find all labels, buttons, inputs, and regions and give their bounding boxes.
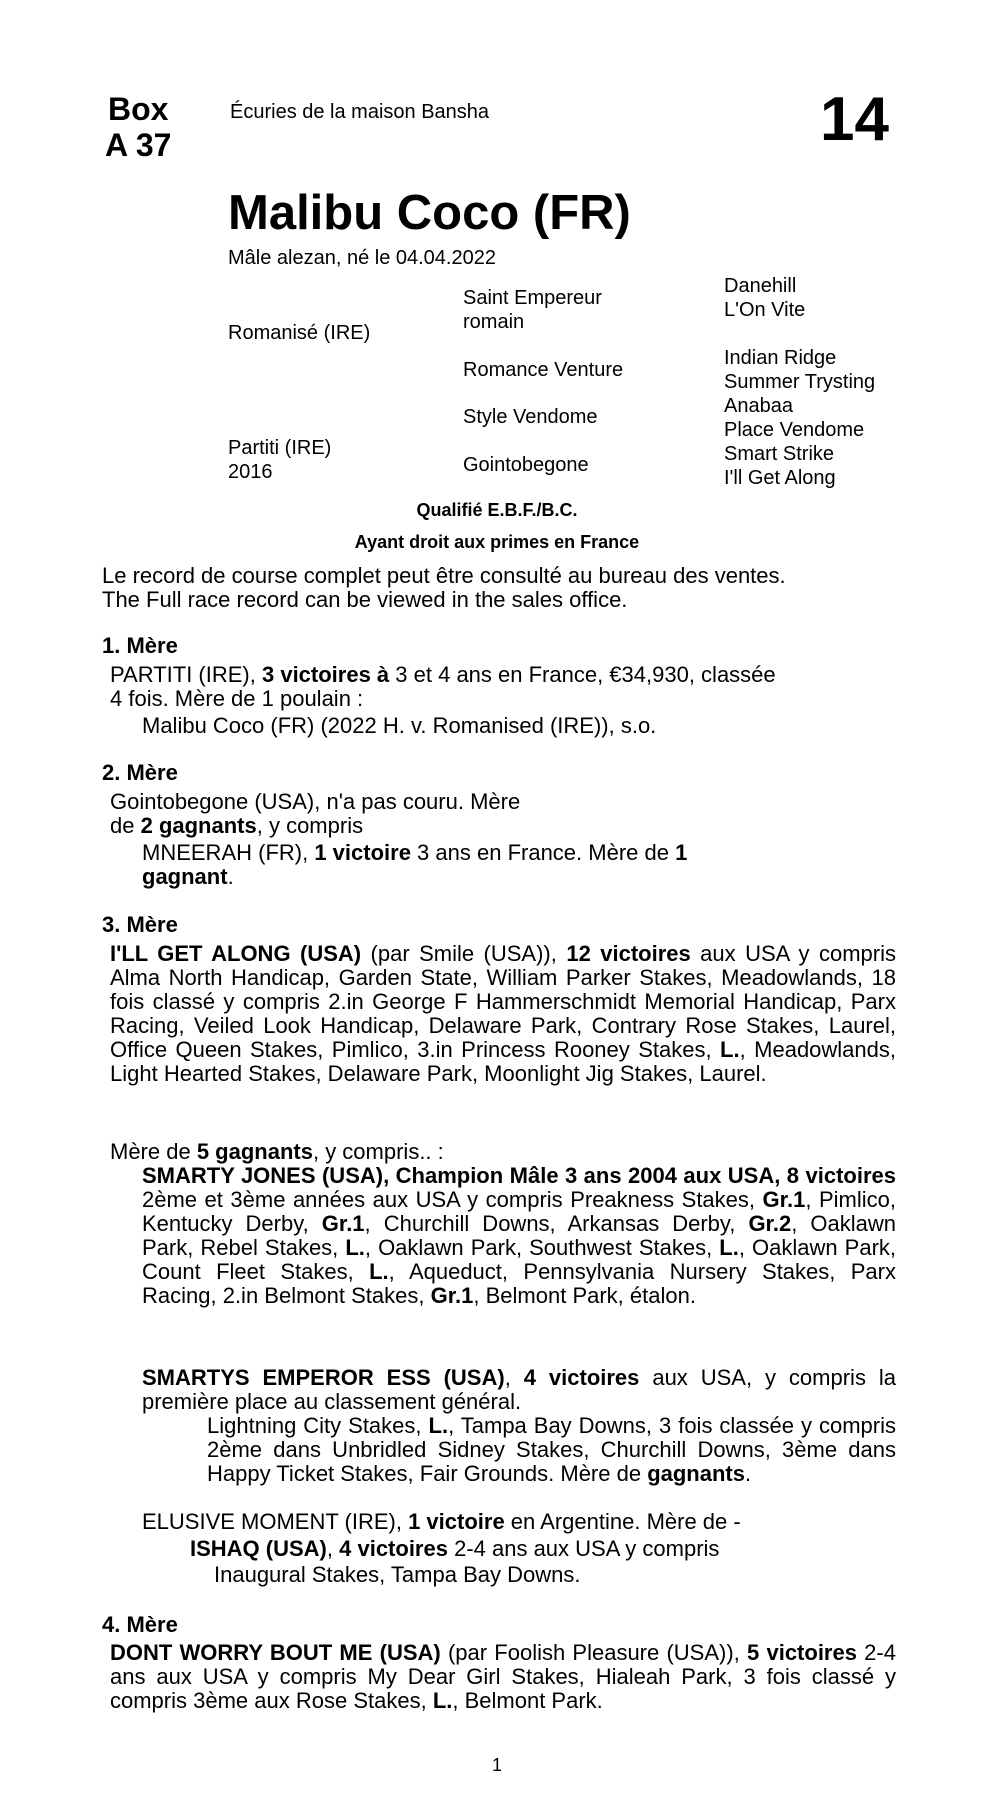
s3-b-rest6: , Oaklawn Park, Count Fleet Stakes, [142,1235,897,1284]
pedigree-dam [228,436,331,484]
s3-damof-a: Mère de [110,1139,197,1164]
s3-b-L2: L. [719,1235,739,1260]
s3-b-name: SMARTY JONES (USA), Champion Mâle 3 ans 2004 aux USA, 8 victoires [142,1163,896,1188]
pedigree-dds: Smart Strike [724,443,835,465]
s3-d-c: en Argentine. Mère de - [504,1509,741,1534]
pedigree-dam-year: 2016 [228,461,273,483]
s4-a-wins-1: 5 [747,1640,760,1665]
s3-a-L: L. [720,1037,740,1062]
s4-a-rest1: 2-4 ans aux USA y compris My Dear Girl Stakes, Hialeah Park, 3 fois classé y compris 3ème aux Rose Stakes, [110,1640,896,1713]
pedigree-dam-sire: Style Vendome [463,406,598,428]
record-note-en: The Full race record can be viewed in the sales office. [102,587,628,612]
s3-b-g2: Gr.2 [748,1211,792,1236]
pedigree-sss: Danehill [724,275,797,297]
pedigree-sire-sire-l1: Saint Empereur [463,287,602,309]
box-label-text: Box [107,91,169,127]
record-note-fr: Le record de course complet peut être consulté au bureau des ventes. [102,563,786,588]
pedigree-sire-sire-l2: romain [463,311,525,333]
s3-a-wins: 12 victoires [566,941,691,966]
s3-b-rest5: , Oaklawn Park, Southwest Stakes, [364,1235,720,1260]
pedigree-sire: Romanisé (IRE) [228,322,371,344]
section-3-smartys: SMARTYS EMPEROR ESS (USA), 4 victoires aux USA, y compris la première place au classement général. [142,1365,896,1414]
horse-description: Mâle alezan, né le 04.04.2022 [228,247,496,269]
s2-mneerah: MNEERAH (FR), [142,840,315,865]
s3-b-rest2: , Pimlico, Kentucky Derby, [142,1187,896,1236]
s3-damof-c: , y compris.. : [312,1139,444,1164]
s2-mneerah-wins: 1 victoire [314,840,411,865]
pedigree-dss: Anabaa [724,395,793,417]
s2-mneerah-num: 1 [675,840,688,865]
s2-mneerah-gagnant: gagnant [142,864,228,889]
pedigree-dsd: Place Vendome [724,419,865,441]
s3-damof-b: 5 gagnants [196,1139,313,1164]
box-number: A 37 [105,126,172,163]
s3-b-rest8: , Belmont Park, étalon. [473,1283,696,1308]
section-3-ishaq: ISHAQ (USA), 4 victoires 2-4 ans aux USA y compris [190,1536,720,1561]
s3-e-rest1: 2-4 ans aux USA y compris [447,1536,720,1561]
s3-c-gagnants: gagnants [647,1461,745,1486]
horse-name: Malibu Coco (FR) [228,186,631,240]
s2-text-2: de [110,813,141,838]
section-3-elusive [142,1510,741,1534]
pedigree-sire-dam: Romance Venture [463,359,624,381]
pedigree-dam-dam: Gointobegone [463,454,589,476]
pedigree-sds: Indian Ridge [724,347,837,369]
section-1-foal: Malibu Coco (FR) (2022 H. v. Romanised (IRE)), s.o. [142,713,657,738]
s3-c-rest2b: , Tampa Bay Downs, 3 fois classée y compris 2ème dans Unbridled Sidney Stakes, Churchill Downs, 3ème dans Happy Ticket Stakes, Fair Grounds. Mère de [207,1413,896,1486]
section-3-smarty-jones [142,1164,896,1308]
s3-b-rest3: , Churchill Downs, Arkansas Derby, [364,1211,749,1236]
lot-number: 14 [820,85,889,154]
s1-wins: 3 victoires à [261,662,390,687]
s4-a-rest2: , Belmont Park. [452,1688,603,1713]
page-number: 1 [491,1755,502,1775]
section-2-para [110,790,910,838]
s1-text-2: 3 et 4 ans en France, €34,930, classée [389,662,776,687]
section-3-ishaq-cont: Inaugural Stakes, Tampa Bay Downs. [214,1562,581,1587]
s3-c-wins: 4 victoires [523,1365,640,1390]
s2-text: Gointobegone (USA), n'a pas couru. Mère [110,789,521,814]
s3-a-rest2: , Meadowlands, Light Hearted Stakes, Delaware Park, Moonlight Jig Stakes, Laurel. [110,1037,897,1086]
s4-a-sire: (par Foolish Pleasure (USA)), [440,1640,747,1665]
s3-d-a: ELUSIVE MOMENT (IRE), [142,1509,409,1534]
consignor: Écuries de la maison Bansha [230,101,490,123]
s3-c-rest2a: Lightning City Stakes, [207,1413,429,1438]
pedigree-dam-name: Partiti (IRE) [228,437,332,459]
s3-e-wins: 4 victoires [339,1536,448,1561]
record-note [102,564,786,612]
s3-c-rest1: aux USA, y compris la première place au classement général. [142,1365,896,1414]
s3-b-L1: L. [345,1235,365,1260]
pedigree-gen3-top [724,274,805,322]
qualification-primes: Ayant droit aux primes en France [354,532,640,552]
section-3-heading: 3. Mère [102,912,178,937]
pedigree-ddd: I'll Get Along [724,467,836,489]
pedigree-ssd: L'On Vite [724,299,806,321]
s3-d-b: 1 victoire [408,1509,505,1534]
section-4-heading: 4. Mère [102,1612,178,1637]
s3-c-L1: L. [428,1413,449,1438]
s4-a-L: L. [432,1688,453,1713]
s4-a-name: DONT WORRY BOUT ME (USA) [110,1640,441,1665]
pedigree-sdd: Summer Trysting [724,371,876,393]
section-3-smartys-cont [207,1414,896,1486]
s3-b-g1c: Gr.1 [430,1283,474,1308]
section-3-first [110,942,896,1086]
s3-c-name: SMARTYS EMPEROR ESS (USA) [142,1365,505,1390]
s2-text-3: , y compris [256,813,364,838]
s2-winners: 2 gagnants [140,813,257,838]
s3-b-L3: L. [369,1259,389,1284]
s1-text-3: 4 fois. Mère de 1 poulain : [110,686,364,711]
s3-b-rest7: , Aqueduct, Pennsylvania Nursery Stakes, Parx Racing, 2.in Belmont Stakes, [142,1259,896,1308]
s3-a-rest1: aux USA y compris Alma North Handicap, Garden State, William Parker Stakes, Meadowlands, 18 fois classé y compris 2.in George F Hammerschmidt Memorial Handicap, Parx Racing, Veiled Look Handicap, Delaware Park, Contrary Rose Stakes, Laurel, Office Queen Stakes, Pimlico, 3.in Princess Rooney Stakes, [110,941,896,1062]
s3-e-name: ISHAQ (USA) [190,1536,327,1561]
section-2-heading: 2. Mère [102,760,178,785]
s4-a-wins-2: victoires [766,1640,857,1665]
qualification-ebf: Qualifié E.B.F./B.C. [416,500,578,520]
pedigree-gen3-bottom [724,346,875,490]
s1-text: PARTITI (IRE), [110,662,262,687]
section-3-dam-of [110,1140,444,1164]
section-1-heading: 1. Mère [102,633,178,658]
section-4-para [110,1641,896,1713]
s3-b-g1b: Gr.1 [321,1211,365,1236]
s2-mneerah-text: 3 ans en France. Mère de [410,840,676,865]
s3-c-rest2c: . [744,1461,752,1486]
box-label [105,92,171,164]
section-1-para [110,663,910,711]
s3-b-rest4: , Oaklawn Park, Rebel Stakes, [142,1211,896,1260]
s3-b-g1a: Gr.1 [762,1187,806,1212]
s2-mneerah-end: . [227,864,234,889]
s3-a-name: I'LL GET ALONG (USA) [110,941,362,966]
s3-a-sire: (par Smile (USA)), [361,941,567,966]
pedigree-sire-sire [463,286,602,334]
s3-b-rest1: 2ème et 3ème années aux USA y compris Preakness Stakes, [142,1187,763,1212]
section-2-mneerah [142,841,802,889]
